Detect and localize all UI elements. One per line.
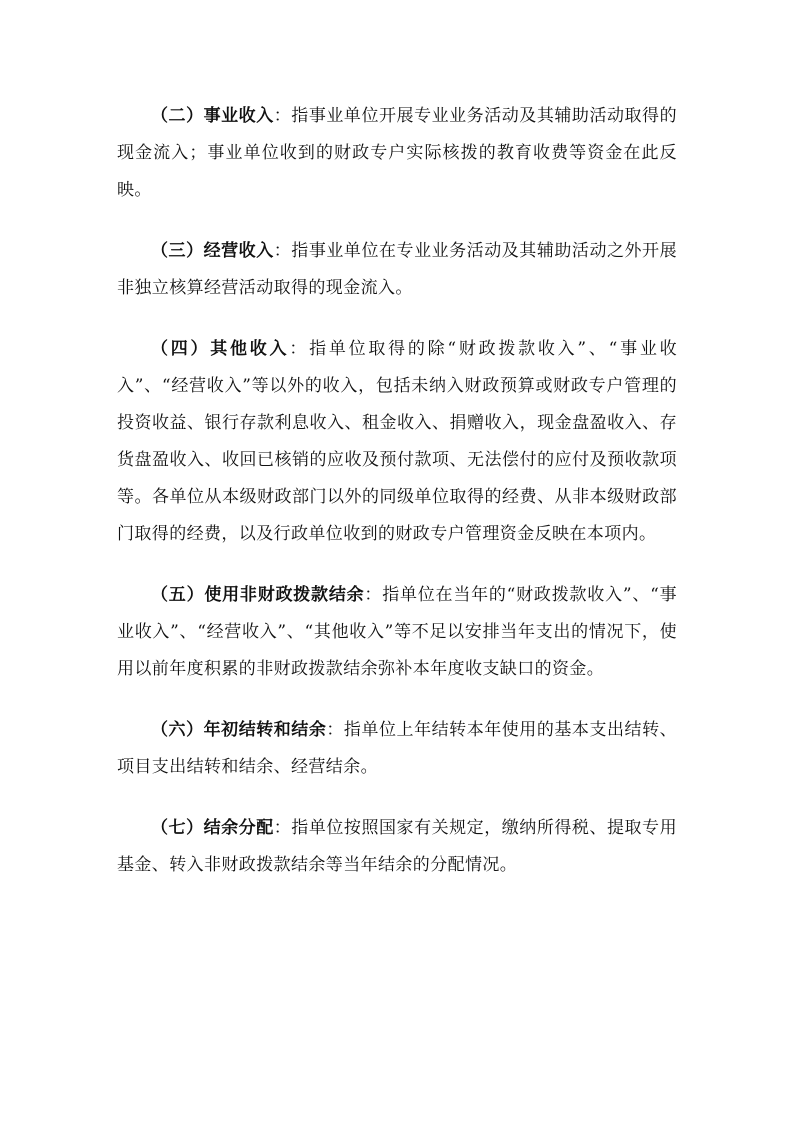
- definition-non-fiscal-surplus: ：指单位在当年的“财政拨款收入”、“事业收入”、“经营收入”、“其他收入”等不足以安排当年支出的情况下，使用以前年度积累的非财政拨款结余弥补本年度收支缺口的资金。: [117, 585, 677, 679]
- paragraph-other-income: [117, 331, 677, 553]
- paragraph-surplus-distribution: [117, 810, 677, 884]
- definition-surplus-distribution: ：指单位按照国家有关规定，缴纳所得税、提取专用基金、转入非财政拨款结余等当年结余的分配情况。: [117, 818, 677, 875]
- document-page: [117, 98, 677, 908]
- definition-business-income: ：指事业单位开展专业业务活动及其辅助活动取得的现金流入；事业单位收到的财政专户实际核拨的教育收费等资金在此反映。: [117, 106, 677, 200]
- term-non-fiscal-surplus: （五）使用非财政拨款结余: [151, 585, 365, 605]
- term-carryover: （六）年初结转和结余: [151, 720, 327, 740]
- term-other-income: （四）其他收入: [151, 339, 290, 359]
- term-operating-income: （三）经营收入: [151, 241, 274, 261]
- term-business-income: （二）事业收入: [151, 106, 274, 126]
- definition-operating-income: ：指事业单位在专业业务活动及其辅助活动之外开展非独立核算经营活动取得的现金流入。: [117, 241, 677, 298]
- term-surplus-distribution: （七）结余分配: [151, 818, 274, 838]
- paragraph-business-income: [117, 98, 677, 209]
- definition-carryover: ：指单位上年结转本年使用的基本支出结转、项目支出结转和结余、经营结余。: [117, 720, 678, 777]
- paragraph-operating-income: [117, 233, 677, 307]
- paragraph-non-fiscal-surplus: [117, 577, 677, 688]
- paragraph-carryover: [117, 712, 677, 786]
- definition-other-income: ：指单位取得的除“财政拨款收入”、“事业收入”、“经营收入”等以外的收入，包括未纳入财政预算或财政专户管理的投资收益、银行存款利息收入、租金收入、捐赠收入，现金盘盈收入、存货盘盈收入、收回已核销的应收及预付款项、无法偿付的应付及预收款项等。各单位从本级财政部门以外的同级单位取得的经费、从非本级财政部门取得的经费，以及行政单位收到的财政专户管理资金反映在本项内。: [117, 339, 677, 544]
